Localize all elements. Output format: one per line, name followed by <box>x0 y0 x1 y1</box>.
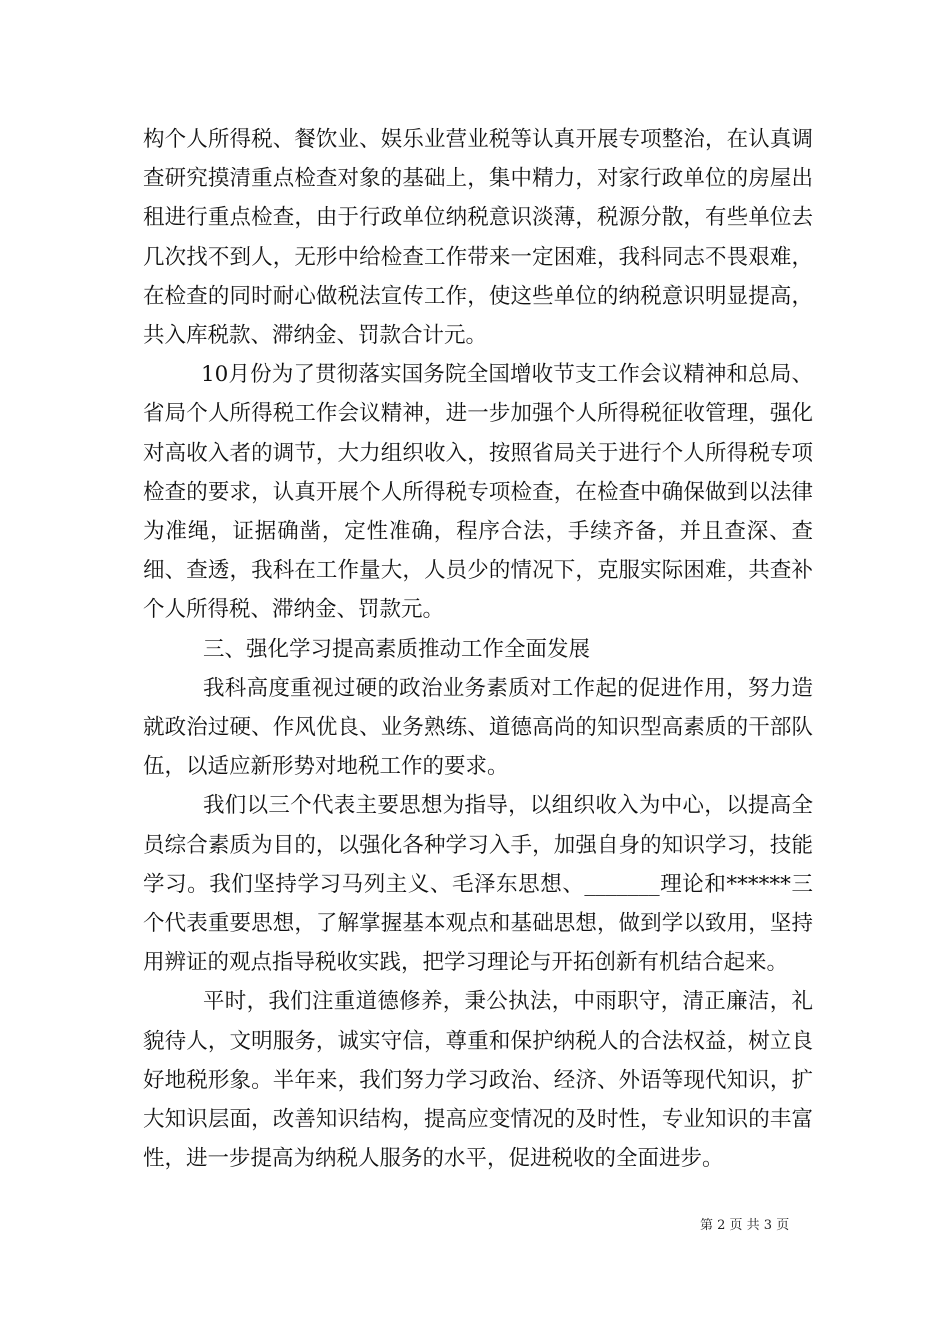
page-number: 第 2 页 共 3 页 <box>700 1218 790 1233</box>
paragraph-theory-study: 我们以三个代表主要思想为指导，以组织收入为中心，以提高全员综合素质为目的，以强化各种学习入手，加强自身的知识学习，技能学习。我们坚持学习马列主义、毛泽东思想、_______理论和******三个代表重要思想，了解掌握基本观点和基础思想，做到学以致用，坚持用辨证的观点指导税收实践，把学习理论与开拓创新有机结合起来。 <box>143 793 813 976</box>
paragraph-continued-inspection: 构个人所得税、餐饮业、娱乐业营业税等认真开展专项整治，在认真调查研究摸清重点检查对象的基础上，集中精力，对家行政单位的房屋出租进行重点检查，由于行政单位纳税意识淡薄，税源分散，有些单位去几次找不到人，无形中给检查工作带来一定困难，我科同志不畏艰难，在检查的同时耐心做税法宣传工作，使这些单位的纳税意识明显提高，共入库税款、滞纳金、罚款合计元。 <box>143 127 813 349</box>
document-body <box>143 120 813 1178</box>
paragraph-ethics: 平时，我们注重道德修养，秉公执法，中雨职守，清正廉洁，礼貌待人，文明服务，诚实守信，尊重和保护纳税人的合法权益，树立良好地税形象。半年来，我们努力学习政治、经济、外语等现代知识，扩大知识层面，改善知识结构，提高应变情况的及时性，专业知识的丰富性，进一步提高为纳税人服务的水平，促进税收的全面进步。 <box>143 989 813 1172</box>
paragraph-quality-emphasis: 我科高度重视过硬的政治业务素质对工作起的促进作用，努力造就政治过硬、作风优良、业务熟练、道德高尚的知识型高素质的干部队伍，以适应新形势对地税工作的要求。 <box>143 675 813 780</box>
section-heading-study: 三、强化学习提高素质推动工作全面发展 <box>203 636 591 662</box>
paragraph-october-inspection: 10月份为了贯彻落实国务院全国增收节支工作会议精神和总局、省局个人所得税工作会议精神，进一步加强个人所得税征收管理，强化对高收入者的调节，大力组织收入，按照省局关于进行个人所得税专项检查的要求，认真开展个人所得税专项检查，在检查中确保做到以法律为准绳，证据确凿，定性准确，程序合法，手续齐备，并且查深、查细、查透，我科在工作量大，人员少的情况下，克服实际困难，共查补个人所得税、滞纳金、罚款元。 <box>143 362 813 623</box>
